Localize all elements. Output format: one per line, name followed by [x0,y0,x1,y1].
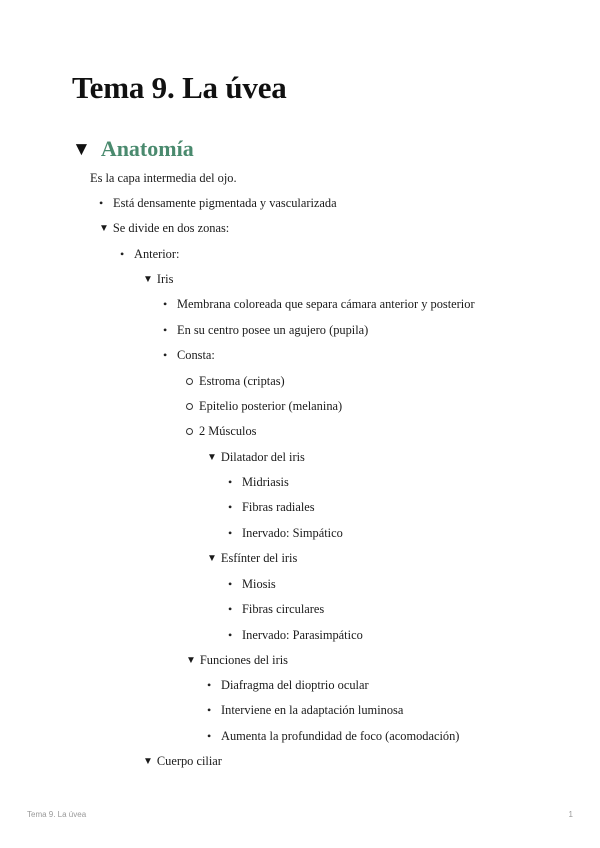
list-item: • Inervado: Parasimpático [242,627,363,643]
list-item: • Está densamente pigmentada y vascularizada [113,195,337,211]
triangle-down-icon[interactable]: ▼ [143,274,153,285]
triangle-down-icon[interactable]: ▼ [207,553,217,564]
list-item: • Consta: [177,347,215,363]
toggle-label: Esfínter del iris [220,551,298,565]
triangle-down-icon[interactable]: ▼ [99,223,109,234]
intro-text: Es la capa intermedia del ojo. [90,171,237,185]
list-item: • Fibras radiales [242,499,315,515]
toggle-funciones[interactable] [186,652,288,670]
toggle-label: Dilatador del iris [220,450,305,464]
list-item: • Inervado: Simpático [242,525,343,541]
list-item: • Fibras circulares [242,601,324,617]
triangle-down-icon[interactable]: ▼ [207,452,217,463]
toggle-cuerpo-ciliar[interactable] [143,753,222,771]
toggle-label: Funciones del iris [199,653,289,667]
list-item: Epitelio posterior (melanina) [199,399,343,413]
triangle-down-icon[interactable]: ▼ [143,756,153,767]
list-item: • Diafragma del dioptrio ocular [221,677,369,693]
toggle-dilatador[interactable] [207,449,305,467]
page-number: 1 [568,810,573,819]
section-anatomia-toggle[interactable] [72,136,194,162]
section-heading: Anatomía [100,136,194,161]
list-item: • Interviene en la adaptación luminosa [221,702,403,718]
toggle-se-divide[interactable] [99,220,229,238]
toggle-label: Se divide en dos zonas: [112,221,230,235]
list-item: • Membrana coloreada que separa cámara anterior y posterior [177,296,475,312]
toggle-label: Iris [156,272,174,286]
list-item: • Anterior: [134,246,179,262]
footer-title: Tema 9. La úvea [27,810,87,819]
toggle-label: Cuerpo ciliar [156,754,222,768]
list-item: • Miosis [242,576,276,592]
list-item: 2 Músculos [199,424,257,438]
toggle-esfinter[interactable] [207,550,297,568]
toggle-iris[interactable] [143,271,173,289]
triangle-down-icon[interactable]: ▼ [72,138,91,160]
list-item: • En su centro posee un agujero (pupila) [177,322,368,338]
list-item: • Aumenta la profundidad de foco (acomodación) [221,728,459,744]
page-title: Tema 9. La úvea [72,70,287,105]
triangle-down-icon[interactable]: ▼ [186,655,196,666]
list-item: • Midriasis [242,474,289,490]
list-item: Estroma (criptas) [199,374,285,388]
